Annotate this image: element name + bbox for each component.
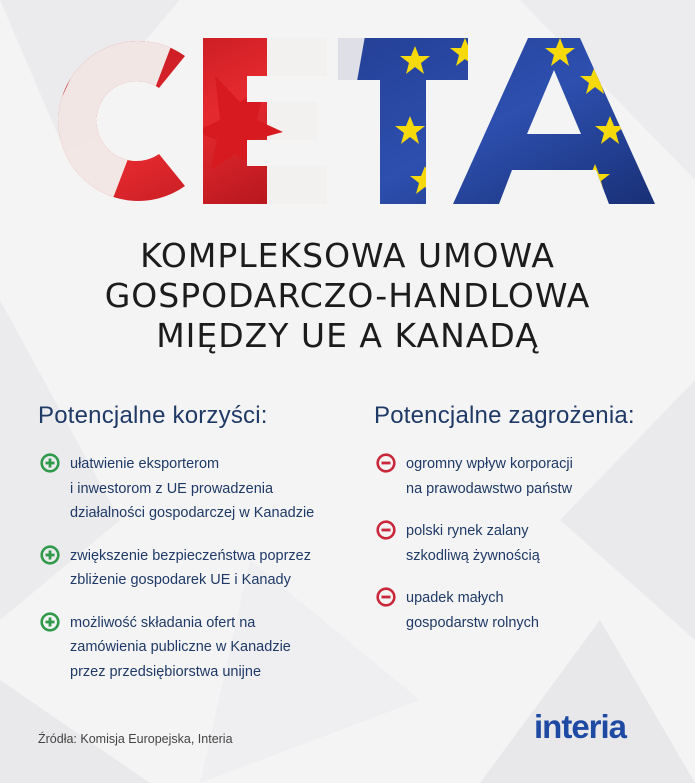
benefit-item [38,611,358,685]
subtitle-line: GOSPODARCZO-HANDLOWA [104,276,591,315]
benefit-text: i inwestorom z UE prowadzenia [70,480,274,497]
threat-item [374,519,674,568]
plus-circle-icon [40,545,60,565]
threats-column [374,402,674,653]
threat-text: upadek małych [406,590,504,606]
source-credit: Źródła: Komisja Europejska, Interia [38,732,233,746]
plus-circle-icon [40,612,60,632]
benefit-item [38,452,358,526]
agreement-subtitle [0,236,695,356]
threats-heading: Potencjalne zagrożenia: [374,402,635,429]
threat-text: gospodarstw rolnych [406,614,539,631]
threat-item [374,452,674,501]
benefits-heading: Potencjalne korzyści: [38,402,268,429]
subtitle-line: MIĘDZY UE A KANADĄ [156,316,539,355]
plus-circle-icon [40,453,60,473]
benefit-text: przez przedsiębiorstwa unijne [70,663,262,680]
interia-logo: interia [534,708,627,745]
benefits-column [38,402,358,702]
threat-text: szkodliwą żywnością [406,547,540,564]
benefit-text: działalności gospodarczej w Kanadzie [70,505,315,521]
ceta-title-text: CETA [35,36,38,37]
minus-circle-icon [376,520,396,540]
benefit-text: możliwość składania ofert na [70,614,256,631]
subtitle-line: KOMPLEKSOWA UMOWA [140,236,555,275]
minus-circle-icon [376,587,396,607]
ceta-title-logo [35,36,660,206]
threat-text: na prawodawstwo państw [406,480,573,497]
benefit-text: ułatwienie eksporterom [70,456,220,472]
benefit-text: zwiększenie bezpieczeństwa poprzez [70,547,311,564]
threat-text: ogromny wpływ korporacji [406,456,573,472]
threat-text: polski rynek zalany [406,523,529,539]
benefit-text: zamówienia publiczne w Kanadzie [70,639,291,655]
benefit-item [38,544,358,593]
threat-item [374,586,674,635]
minus-circle-icon [376,453,396,473]
benefit-text: zbliżenie gospodarek UE i Kanady [70,572,291,588]
